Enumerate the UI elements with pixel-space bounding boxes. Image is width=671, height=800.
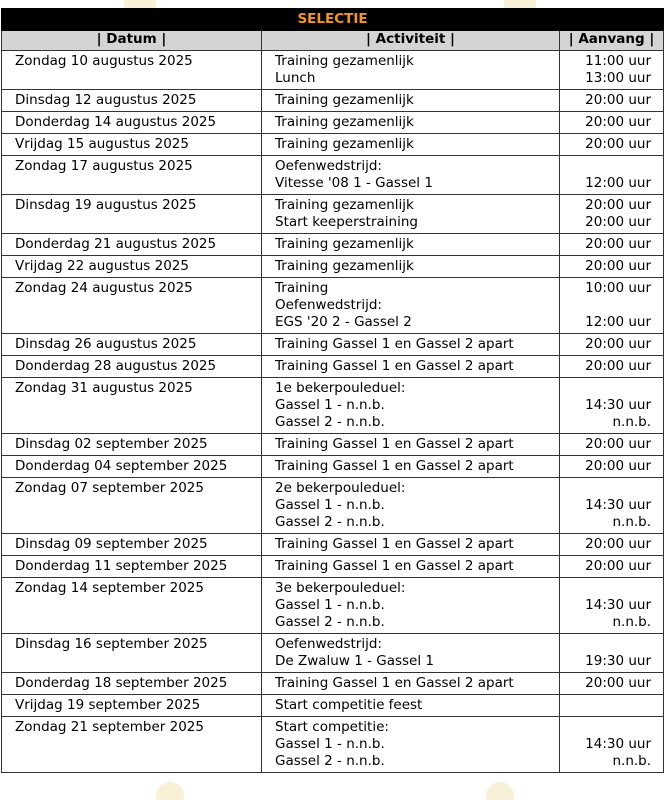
start-time-cell [560,256,664,278]
start-time-line: 20:00 uur [585,236,652,252]
activity-line: Training gezamenlijk [275,236,414,252]
activity-cell [262,673,560,695]
activity-line: Gassel 1 - n.n.b. [275,597,385,613]
activity-line: Gassel 2 - n.n.b. [275,414,385,430]
activity-line: Training Gassel 1 en Gassel 2 apart [275,358,514,374]
start-time-cell [560,112,664,134]
start-time-cell [560,90,664,112]
activity-cell [262,334,560,356]
start-time-line: 19:30 uur [585,653,652,669]
start-time-line: 20:00 uur [585,675,652,691]
activity-line: Gassel 1 - n.n.b. [275,397,385,413]
activity-cell [262,717,560,773]
activity-line: Training Gassel 1 en Gassel 2 apart [275,436,514,452]
table-row [2,234,664,256]
start-time-cell [560,51,664,90]
table-row [2,51,664,90]
activity-line: Lunch [275,70,316,86]
start-time-cell [560,478,664,534]
start-time-line: 20:00 uur [585,536,652,552]
date-cell: Zondag 31 augustus 2025 [2,378,262,434]
start-time-line: 12:00 uur [585,314,652,330]
activity-cell [262,434,560,456]
table-row [2,456,664,478]
column-header-date: | Datum | [2,31,262,51]
start-time-line: 20:00 uur [585,214,652,230]
activity-line: Training Gassel 1 en Gassel 2 apart [275,336,514,352]
start-time-cell [560,356,664,378]
table-row [2,90,664,112]
start-time-line [573,636,651,653]
start-time-line: 20:00 uur [585,92,652,108]
activity-line: Gassel 1 - n.n.b. [275,497,385,513]
activity-line: EGS '20 2 - Gassel 2 [275,314,412,330]
activity-line: Training Gassel 1 en Gassel 2 apart [275,675,514,691]
activity-cell [262,51,560,90]
table-row [2,256,664,278]
start-time-line [573,158,651,175]
table-row [2,434,664,456]
activity-line: Training gezamenlijk [275,197,414,213]
activity-cell [262,112,560,134]
table-row [2,634,664,673]
activity-line: Gassel 1 - n.n.b. [275,736,385,752]
activity-line: Gassel 2 - n.n.b. [275,514,385,530]
activity-cell [262,578,560,634]
activity-cell [262,256,560,278]
start-time-line: 11:00 uur [585,53,652,69]
table-row [2,278,664,334]
activity-line: Start keeperstraining [275,214,418,230]
table-row [2,134,664,156]
date-cell: Donderdag 11 september 2025 [2,556,262,578]
schedule-body [2,51,664,773]
start-time-cell [560,334,664,356]
activity-cell [262,695,560,717]
activity-line: Start competitie: [275,719,389,735]
activity-line: Gassel 2 - n.n.b. [275,753,385,769]
table-row [2,717,664,773]
activity-cell [262,634,560,673]
start-time-line: 20:00 uur [585,136,652,152]
start-time-line [573,380,651,397]
date-cell: Dinsdag 02 september 2025 [2,434,262,456]
start-time-cell [560,534,664,556]
start-time-cell [560,278,664,334]
start-time-cell [560,195,664,234]
start-time-cell [560,673,664,695]
activity-cell [262,134,560,156]
date-cell: Dinsdag 16 september 2025 [2,634,262,673]
date-cell: Donderdag 28 augustus 2025 [2,356,262,378]
start-time-line: n.n.b. [612,414,652,430]
activity-cell [262,478,560,534]
activity-line: Training gezamenlijk [275,258,414,274]
start-time-cell [560,556,664,578]
date-cell: Donderdag 21 augustus 2025 [2,234,262,256]
start-time-line [573,697,651,714]
start-time-line: 20:00 uur [585,558,652,574]
column-header-activity: | Activiteit | [262,31,560,51]
start-time-line: 14:30 uur [585,597,652,613]
start-time-line: 14:30 uur [585,497,652,513]
date-cell: Donderdag 18 september 2025 [2,673,262,695]
date-cell: Zondag 24 augustus 2025 [2,278,262,334]
activity-line: Training gezamenlijk [275,53,414,69]
date-cell: Zondag 14 september 2025 [2,578,262,634]
table-row [2,673,664,695]
schedule-title: SELECTIE [2,9,664,31]
start-time-line: 20:00 uur [585,258,652,274]
column-header-start-time: | Aanvang | [560,31,664,51]
table-row [2,356,664,378]
date-cell: Vrijdag 19 september 2025 [2,695,262,717]
start-time-line: 20:00 uur [585,114,652,130]
start-time-line [573,297,651,314]
activity-line: Oefenwedstrijd: [275,158,382,174]
activity-line: De Zwaluw 1 - Gassel 1 [275,653,434,669]
table-row [2,156,664,195]
date-cell: Dinsdag 26 augustus 2025 [2,334,262,356]
table-row [2,195,664,234]
activity-line: Training Gassel 1 en Gassel 2 apart [275,558,514,574]
start-time-line: 20:00 uur [585,436,652,452]
start-time-line [573,719,651,736]
start-time-line: n.n.b. [612,753,652,769]
activity-line: Oefenwedstrijd: [275,636,382,652]
date-cell: Zondag 21 september 2025 [2,717,262,773]
table-row [2,556,664,578]
start-time-line: 13:00 uur [585,70,652,86]
date-cell: Dinsdag 09 september 2025 [2,534,262,556]
start-time-cell [560,134,664,156]
activity-cell [262,278,560,334]
start-time-cell [560,578,664,634]
date-cell: Dinsdag 12 augustus 2025 [2,90,262,112]
activity-cell [262,356,560,378]
date-cell: Dinsdag 19 augustus 2025 [2,195,262,234]
start-time-line: n.n.b. [612,514,652,530]
start-time-cell [560,434,664,456]
activity-line: 1e bekerpouleduel: [275,380,406,396]
start-time-line: 14:30 uur [585,736,652,752]
start-time-cell [560,634,664,673]
activity-cell [262,378,560,434]
start-time-cell [560,156,664,195]
activity-cell [262,156,560,195]
activity-line: Training Gassel 1 en Gassel 2 apart [275,536,514,552]
table-row [2,334,664,356]
date-cell: Vrijdag 15 augustus 2025 [2,134,262,156]
table-row [2,695,664,717]
table-row [2,534,664,556]
start-time-line: 20:00 uur [585,458,652,474]
schedule-table [1,8,664,773]
date-cell: Zondag 10 augustus 2025 [2,51,262,90]
date-cell: Zondag 17 augustus 2025 [2,156,262,195]
activity-cell [262,90,560,112]
start-time-line: 14:30 uur [585,397,652,413]
start-time-cell [560,234,664,256]
activity-line: Training gezamenlijk [275,92,414,108]
activity-line: Gassel 2 - n.n.b. [275,614,385,630]
start-time-line: 10:00 uur [585,280,652,296]
start-time-line [573,480,651,497]
date-cell: Vrijdag 22 augustus 2025 [2,256,262,278]
start-time-line: 12:00 uur [585,175,652,191]
activity-line: Start competitie feest [275,697,423,713]
activity-line: Training gezamenlijk [275,114,414,130]
activity-line: Oefenwedstrijd: [275,297,382,313]
start-time-line: 20:00 uur [585,197,652,213]
activity-line: Training gezamenlijk [275,136,414,152]
start-time-line: n.n.b. [612,614,652,630]
table-row [2,578,664,634]
activity-cell [262,195,560,234]
start-time-cell [560,695,664,717]
activity-cell [262,556,560,578]
activity-line: Training Gassel 1 en Gassel 2 apart [275,458,514,474]
activity-cell [262,456,560,478]
start-time-cell [560,717,664,773]
table-row [2,378,664,434]
table-row [2,112,664,134]
start-time-line: 20:00 uur [585,336,652,352]
activity-cell [262,534,560,556]
activity-cell [262,234,560,256]
start-time-line [573,580,651,597]
activity-line: 3e bekerpouleduel: [275,580,406,596]
activity-line: Training [275,280,329,296]
activity-line: 2e bekerpouleduel: [275,480,406,496]
date-cell: Zondag 07 september 2025 [2,478,262,534]
table-row [2,478,664,534]
start-time-cell [560,456,664,478]
activity-line: Vitesse '08 1 - Gassel 1 [275,175,433,191]
start-time-line: 20:00 uur [585,358,652,374]
start-time-cell [560,378,664,434]
date-cell: Donderdag 14 augustus 2025 [2,112,262,134]
date-cell: Donderdag 04 september 2025 [2,456,262,478]
